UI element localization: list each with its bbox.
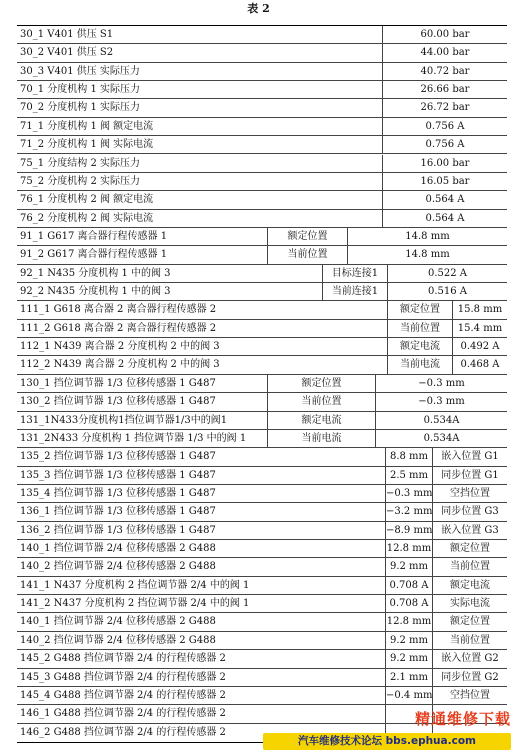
parameter-cell: 131_1N433分度机构1挡位调节器1/3中的阀1	[20, 414, 228, 426]
value-cell: 当前位置	[432, 632, 507, 649]
table-row	[17, 558, 507, 576]
table-row	[17, 595, 507, 613]
watermark-logo-text: 精通维修下载	[414, 710, 511, 728]
table-row	[17, 687, 507, 705]
parameter-cell: 70_1 分度机构 1 实际压力	[20, 84, 140, 96]
table-row	[17, 632, 507, 650]
value-cell: 同步位置 G1	[432, 467, 507, 484]
table-row	[17, 522, 507, 540]
table-row	[17, 503, 507, 521]
parameter-cell: 30_3 V401 供压 实际压力	[20, 65, 140, 77]
parameter-cell: 145_3 G488 挡位调节器 2/4 的行程传感器 2	[20, 671, 226, 683]
value-cell: 额定电流	[267, 412, 375, 429]
value-cell: 当前位置	[267, 393, 375, 410]
parameter-cell: 140_1 挡位调节器 2/4 位移传感器 2 G488	[20, 616, 216, 628]
value-cell: 0.564 A	[382, 210, 507, 227]
parameter-cell: 145_4 G488 挡位调节器 2/4 的行程传感器 2	[20, 689, 226, 701]
table-row	[17, 99, 507, 117]
table-row	[17, 63, 507, 81]
parameter-cell: 75_2 分度机构 2 实际压力	[20, 175, 140, 187]
parameter-cell: 71_1 分度机构 1 阀 额定电流	[20, 120, 154, 132]
value-cell: 当前连接1	[322, 283, 387, 300]
value-cell: 额定电流	[432, 577, 507, 594]
table-row	[17, 191, 507, 209]
value-cell: 0.534A	[375, 412, 507, 429]
table-row	[17, 155, 507, 173]
value-cell: 嵌入位置 G2	[432, 650, 507, 667]
value-cell: 空挡位置	[432, 485, 507, 502]
value-cell: 当前位置	[432, 558, 507, 575]
value-cell: −0.3 mm	[375, 375, 507, 392]
value-cell: 40.72 bar	[382, 63, 507, 80]
value-cell: 60.00 bar	[382, 26, 507, 43]
parameter-cell: 91_2 G617 离合器行程传感器 1	[20, 249, 168, 261]
parameter-cell: 145_2 G488 挡位调节器 2/4 的行程传感器 2	[20, 653, 226, 665]
value-cell: 额定位置	[432, 613, 507, 630]
table-row	[17, 669, 507, 687]
value-cell: 额定位置	[267, 228, 347, 245]
parameter-cell: 112_1 N439 离合器 2 分度机构 2 中的阀 3	[20, 341, 220, 353]
value-cell: 44.00 bar	[382, 44, 507, 61]
value-cell: 嵌入位置 G1	[432, 448, 507, 465]
parameter-cell: 92_1 N435 分度机构 1 中的阀 3	[20, 267, 171, 279]
table-row	[17, 393, 507, 411]
parameter-cell: 112_2 N439 离合器 2 分度机构 2 中的阀 3	[20, 359, 220, 371]
parameter-cell: 30_1 V401 供压 S1	[20, 29, 114, 40]
parameter-cell: 140_2 挡位调节器 2/4 位移传感器 2 G488	[20, 634, 216, 646]
table-row	[17, 26, 507, 44]
parameter-cell: 130_2 挡位调节器 1/3 位移传感器 1 G487	[20, 396, 216, 408]
value-cell: 0.708 A	[385, 577, 432, 594]
parameter-cell: 135_2 挡位调节器 1/3 位移传感器 1 G487	[20, 451, 216, 463]
value-cell: 额定位置	[432, 540, 507, 557]
value-cell: 额定位置	[387, 301, 452, 318]
value-cell: 15.8 mm	[452, 301, 507, 318]
table-row	[17, 173, 507, 191]
value-cell: −3.2 mm	[385, 503, 432, 520]
parameter-cell: 111_2 G618 离合器 2 离合器行程传感器 2	[20, 322, 217, 334]
value-cell: 9.2 mm	[385, 558, 432, 575]
table-row	[17, 650, 507, 668]
value-cell: 同步位置 G3	[432, 503, 507, 520]
value-cell: −0.3 mm	[385, 485, 432, 502]
value-cell: 当前位置	[267, 246, 347, 263]
parameter-cell: 141_2 N437 分度机构 2 挡位调节器 2/4 中的阀 1	[20, 598, 250, 610]
table-row	[17, 283, 507, 301]
value-cell: −0.4 mm	[385, 687, 432, 704]
value-cell: 当前位置	[387, 320, 452, 337]
value-cell: 额定位置	[267, 375, 375, 392]
table-row	[17, 540, 507, 558]
table-row	[17, 412, 507, 430]
value-cell: 当前电流	[267, 430, 375, 447]
parameter-cell: 130_1 挡位调节器 1/3 位移传感器 1 G487	[20, 377, 216, 389]
table-row	[17, 246, 507, 264]
value-cell: 0.468 A	[452, 356, 507, 373]
value-cell: 0.756 A	[382, 118, 507, 135]
value-cell: 14.8 mm	[347, 228, 507, 245]
value-cell: 15.4 mm	[452, 320, 507, 337]
value-cell: 26.72 bar	[382, 99, 507, 116]
parameter-cell: 92_2 N435 分度机构 1 中的阀 3	[20, 286, 171, 298]
value-cell: 实际电流	[432, 595, 507, 612]
parameter-cell: 131_2N433 分度机构 1 挡位调节器 1/3 中的阀 1	[20, 432, 247, 444]
value-cell: 12.8 mm	[385, 540, 432, 557]
table-row	[17, 210, 507, 228]
table-row	[17, 118, 507, 136]
table-row	[17, 356, 507, 374]
parameter-cell: 136_1 挡位调节器 1/3 位移传感器 1 G487	[20, 506, 216, 518]
value-cell: 9.2 mm	[385, 650, 432, 667]
table-row	[17, 467, 507, 485]
table-row	[17, 613, 507, 631]
value-cell: −0.3 mm	[375, 393, 507, 410]
parameter-cell: 76_1 分度机构 2 阀 额定电流	[20, 194, 154, 206]
value-cell: 9.2 mm	[385, 632, 432, 649]
table-row	[17, 448, 507, 466]
table-row	[17, 136, 507, 154]
table-row	[17, 485, 507, 503]
parameter-cell: 140_2 挡位调节器 2/4 位移传感器 2 G488	[20, 561, 216, 573]
table-row	[17, 577, 507, 595]
value-cell: 8.8 mm	[385, 448, 432, 465]
value-cell: 16.05 bar	[382, 173, 507, 190]
value-cell: 额定电流	[387, 338, 452, 355]
table-row	[17, 44, 507, 62]
parameter-cell: 146_2 G488 挡位调节器 2/4 的行程传感器 2	[20, 726, 226, 738]
value-cell: 26.66 bar	[382, 81, 507, 98]
value-cell: 12.8 mm	[385, 613, 432, 630]
value-cell: 14.8 mm	[347, 246, 507, 263]
value-cell: 0.492 A	[452, 338, 507, 355]
parameter-cell: 71_2 分度机构 1 阀 实际电流	[20, 139, 154, 151]
parameter-cell: 140_1 挡位调节器 2/4 位移传感器 2 G488	[20, 543, 216, 555]
value-cell: 2.1 mm	[385, 669, 432, 686]
value-cell: 目标连接1	[322, 265, 387, 282]
value-cell: 0.708 A	[385, 595, 432, 612]
parameter-cell: 76_2 分度机构 2 阀 实际电流	[20, 212, 154, 224]
parameter-cell: 30_2 V401 供压 S2	[20, 47, 114, 59]
table-row	[17, 430, 507, 448]
value-cell: 当前电流	[387, 356, 452, 373]
data-table	[17, 25, 507, 743]
table-row	[17, 81, 507, 99]
parameter-cell: 75_1 分度结构 2 实际压力	[20, 157, 140, 169]
parameter-cell: 111_1 G618 离合器 2 离合器行程传感器 2	[20, 304, 217, 316]
parameter-cell: 135_3 挡位调节器 1/3 位移传感器 1 G487	[20, 469, 216, 481]
table-row	[17, 301, 507, 319]
value-cell: 同步位置 G2	[432, 669, 507, 686]
table-row	[17, 228, 507, 246]
parameter-cell: 135_4 挡位调节器 1/3 位移传感器 1 G487	[20, 487, 216, 499]
table-row	[17, 320, 507, 338]
value-cell: 2.5 mm	[385, 467, 432, 484]
parameter-cell: 146_1 G488 挡位调节器 2/4 的行程传感器 2	[20, 708, 226, 720]
value-cell: 空挡位置	[432, 687, 507, 704]
parameter-cell: 91_1 G617 离合器行程传感器 1	[20, 230, 168, 242]
parameter-cell: 136_2 挡位调节器 1/3 位移传感器 1 G487	[20, 524, 216, 536]
watermark-forum-bar: 汽车维修技术论坛 bbs.ephua.com	[263, 733, 511, 750]
value-cell: 嵌入位置 G3	[432, 522, 507, 539]
parameter-cell: 70_2 分度机构 1 实际压力	[20, 102, 140, 114]
value-cell: 0.516 A	[387, 283, 507, 300]
value-cell: 0.564 A	[382, 191, 507, 208]
value-cell: 0.756 A	[382, 136, 507, 153]
table-row	[17, 338, 507, 356]
value-cell: 0.522 A	[387, 265, 507, 282]
table-row	[17, 375, 507, 393]
value-cell: 0.534A	[375, 430, 507, 447]
parameter-cell: 141_1 N437 分度机构 2 挡位调节器 2/4 中的阀 1	[20, 579, 250, 591]
value-cell: 16.00 bar	[382, 155, 507, 172]
value-cell: −8.9 mm	[385, 522, 432, 539]
table-caption: 表 2	[247, 2, 270, 15]
table-row	[17, 265, 507, 283]
